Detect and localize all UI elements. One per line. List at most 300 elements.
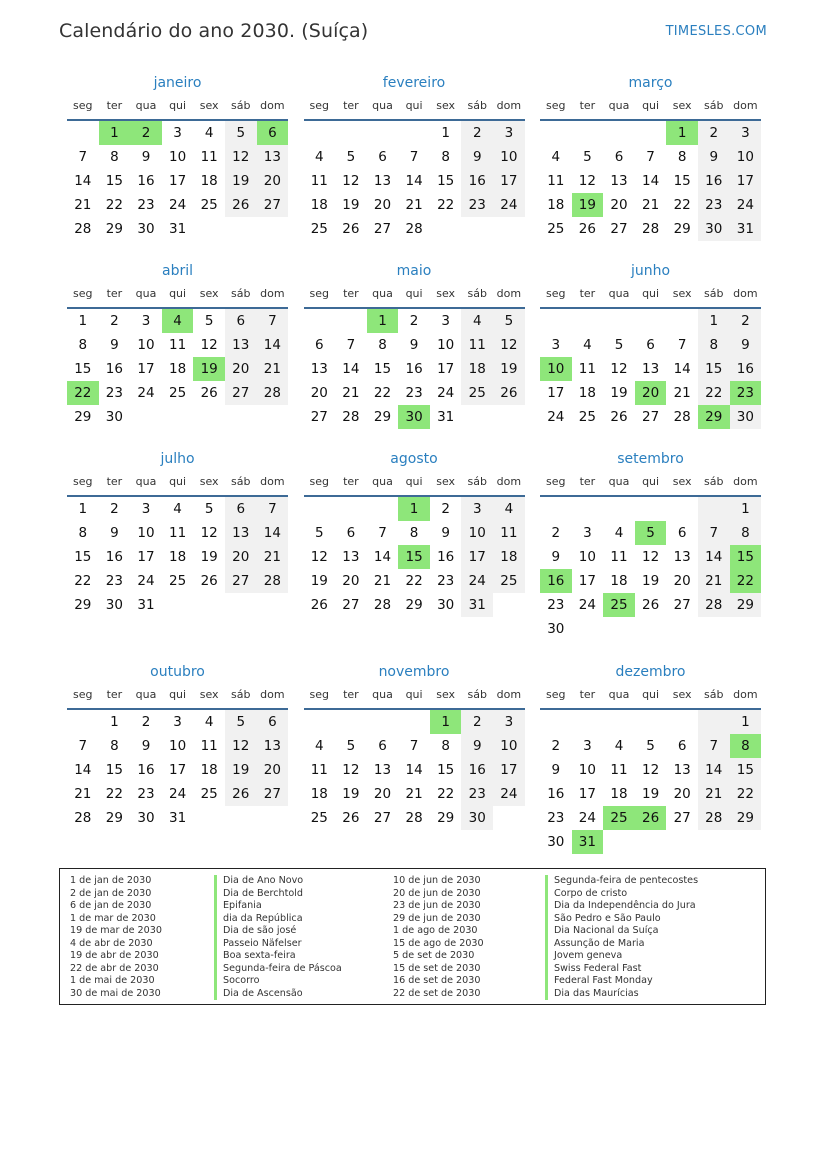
day-cell[interactable]: 18 — [310, 786, 328, 802]
day-cell[interactable]: 6 — [646, 337, 655, 353]
day-cell[interactable]: 8 — [110, 149, 119, 165]
day-cell[interactable]: 15 — [730, 545, 762, 569]
day-cell[interactable]: 23 — [461, 782, 493, 806]
day-cell[interactable]: 20 — [342, 573, 360, 589]
day-cell[interactable]: 10 — [461, 521, 493, 545]
day-cell[interactable]: 9 — [551, 762, 561, 778]
day-cell[interactable]: 30 — [437, 597, 455, 613]
day-cell[interactable]: 22 — [67, 381, 99, 405]
day-cell[interactable]: 13 — [673, 549, 691, 565]
day-cell[interactable]: 8 — [730, 734, 762, 758]
day-cell[interactable]: 1 — [430, 710, 462, 734]
day-cell[interactable]: 21 — [373, 573, 392, 589]
day-cell[interactable]: 3 — [141, 313, 151, 329]
day-cell[interactable]: 16 — [730, 357, 762, 381]
day-cell[interactable]: 20 — [225, 357, 257, 381]
day-cell[interactable]: 21 — [698, 782, 730, 806]
day-cell[interactable]: 29 — [373, 409, 392, 425]
day-cell[interactable]: 21 — [257, 545, 289, 569]
day-cell[interactable]: 11 — [547, 173, 565, 189]
day-cell[interactable]: 9 — [110, 525, 119, 541]
day-cell[interactable]: 27 — [673, 597, 691, 613]
day-cell[interactable]: 10 — [540, 357, 572, 381]
day-cell[interactable]: 26 — [225, 782, 257, 806]
day-cell[interactable]: 23 — [137, 786, 155, 802]
day-cell[interactable]: 20 — [673, 786, 691, 802]
day-cell[interactable]: 22 — [105, 197, 123, 213]
day-cell[interactable]: 30 — [547, 834, 565, 850]
day-cell[interactable]: 5 — [225, 121, 257, 145]
day-cell[interactable]: 17 — [461, 545, 493, 569]
day-cell[interactable]: 26 — [641, 597, 660, 613]
day-cell[interactable]: 17 — [493, 758, 525, 782]
day-cell[interactable]: 27 — [310, 409, 328, 425]
day-cell[interactable]: 17 — [730, 169, 762, 193]
day-cell[interactable]: 1 — [78, 313, 88, 329]
day-cell[interactable]: 4 — [493, 497, 525, 521]
day-cell[interactable]: 8 — [677, 149, 687, 165]
day-cell[interactable]: 18 — [200, 173, 218, 189]
day-cell[interactable]: 6 — [614, 149, 624, 165]
day-cell[interactable]: 8 — [441, 738, 450, 754]
day-cell[interactable]: 18 — [310, 197, 328, 213]
day-cell[interactable]: 12 — [610, 361, 628, 377]
day-cell[interactable]: 5 — [225, 710, 257, 734]
day-cell[interactable]: 2 — [130, 121, 162, 145]
day-cell[interactable]: 23 — [547, 810, 565, 826]
day-cell[interactable]: 11 — [200, 738, 218, 754]
day-cell[interactable]: 8 — [409, 525, 419, 541]
day-cell[interactable]: 7 — [409, 149, 419, 165]
day-cell[interactable]: 22 — [373, 385, 392, 401]
day-cell[interactable]: 25 — [168, 385, 187, 401]
day-cell[interactable]: 7 — [257, 309, 289, 333]
day-cell[interactable]: 13 — [373, 762, 392, 778]
day-cell[interactable]: 1 — [441, 125, 450, 141]
day-cell[interactable]: 12 — [225, 734, 257, 758]
day-cell[interactable]: 13 — [342, 549, 360, 565]
day-cell[interactable]: 5 — [346, 149, 356, 165]
day-cell[interactable]: 29 — [437, 810, 455, 826]
day-cell[interactable]: 6 — [257, 121, 289, 145]
day-cell[interactable]: 20 — [225, 545, 257, 569]
day-cell[interactable]: 11 — [578, 361, 596, 377]
day-cell[interactable]: 15 — [105, 173, 123, 189]
day-cell[interactable]: 20 — [373, 197, 392, 213]
day-cell[interactable]: 8 — [698, 333, 730, 357]
day-cell[interactable]: 13 — [373, 173, 392, 189]
day-cell[interactable]: 8 — [78, 525, 88, 541]
day-cell[interactable]: 13 — [310, 361, 328, 377]
day-cell[interactable]: 26 — [200, 385, 218, 401]
day-cell[interactable]: 19 — [641, 573, 660, 589]
day-cell[interactable]: 19 — [610, 385, 628, 401]
day-cell[interactable]: 1 — [698, 309, 730, 333]
day-cell[interactable]: 24 — [578, 810, 596, 826]
day-cell[interactable]: 14 — [698, 758, 730, 782]
day-cell[interactable]: 2 — [461, 710, 493, 734]
day-cell[interactable]: 31 — [168, 221, 187, 237]
day-cell[interactable]: 2 — [551, 738, 561, 754]
day-cell[interactable]: 29 — [730, 806, 762, 830]
day-cell[interactable]: 7 — [78, 149, 88, 165]
day-cell[interactable]: 13 — [257, 734, 289, 758]
day-cell[interactable]: 18 — [168, 549, 187, 565]
day-cell[interactable]: 22 — [698, 381, 730, 405]
day-cell[interactable]: 14 — [405, 762, 423, 778]
day-cell[interactable]: 16 — [437, 549, 455, 565]
day-cell[interactable]: 11 — [168, 525, 187, 541]
day-cell[interactable]: 10 — [168, 149, 187, 165]
day-cell[interactable]: 14 — [74, 762, 92, 778]
day-cell[interactable]: 22 — [673, 197, 691, 213]
day-cell[interactable]: 16 — [137, 762, 155, 778]
day-cell[interactable]: 26 — [225, 193, 257, 217]
day-cell[interactable]: 30 — [398, 405, 430, 429]
day-cell[interactable]: 22 — [105, 786, 123, 802]
day-cell[interactable]: 1 — [78, 501, 88, 517]
day-cell[interactable]: 26 — [493, 381, 525, 405]
day-cell[interactable]: 7 — [698, 521, 730, 545]
day-cell[interactable]: 17 — [137, 361, 155, 377]
day-cell[interactable]: 21 — [405, 786, 423, 802]
day-cell[interactable]: 23 — [461, 193, 493, 217]
day-cell[interactable]: 30 — [137, 221, 155, 237]
day-cell[interactable]: 4 — [315, 738, 324, 754]
day-cell[interactable]: 26 — [578, 221, 596, 237]
day-cell[interactable]: 24 — [493, 782, 525, 806]
day-cell[interactable]: 21 — [698, 569, 730, 593]
day-cell[interactable]: 7 — [78, 738, 88, 754]
day-cell[interactable]: 18 — [547, 197, 565, 213]
day-cell[interactable]: 14 — [641, 173, 660, 189]
day-cell[interactable]: 9 — [551, 549, 561, 565]
day-cell[interactable]: 16 — [105, 549, 123, 565]
day-cell[interactable]: 26 — [310, 597, 328, 613]
day-cell[interactable]: 30 — [547, 621, 565, 637]
day-cell[interactable]: 16 — [405, 361, 423, 377]
day-cell[interactable]: 12 — [641, 762, 660, 778]
day-cell[interactable]: 3 — [493, 710, 525, 734]
day-cell[interactable]: 15 — [105, 762, 123, 778]
day-cell[interactable]: 2 — [441, 501, 450, 517]
day-cell[interactable]: 14 — [673, 361, 691, 377]
day-cell[interactable]: 29 — [74, 597, 92, 613]
day-cell[interactable]: 10 — [493, 145, 525, 169]
day-cell[interactable]: 16 — [698, 169, 730, 193]
day-cell[interactable]: 4 — [315, 149, 324, 165]
day-cell[interactable]: 2 — [141, 714, 151, 730]
day-cell[interactable]: 30 — [105, 597, 123, 613]
day-cell[interactable]: 25 — [578, 409, 596, 425]
day-cell[interactable]: 25 — [461, 381, 493, 405]
day-cell[interactable]: 31 — [168, 810, 187, 826]
day-cell[interactable]: 24 — [168, 786, 187, 802]
day-cell[interactable]: 5 — [204, 501, 214, 517]
day-cell[interactable]: 18 — [610, 573, 628, 589]
day-cell[interactable]: 23 — [437, 573, 455, 589]
day-cell[interactable]: 28 — [74, 221, 92, 237]
day-cell[interactable]: 16 — [540, 569, 572, 593]
day-cell[interactable]: 8 — [110, 738, 119, 754]
day-cell[interactable]: 12 — [200, 525, 218, 541]
day-cell[interactable]: 4 — [204, 714, 214, 730]
day-cell[interactable]: 20 — [310, 385, 328, 401]
day-cell[interactable]: 21 — [257, 357, 289, 381]
day-cell[interactable]: 18 — [461, 357, 493, 381]
day-cell[interactable]: 11 — [610, 762, 628, 778]
day-cell[interactable]: 7 — [257, 497, 289, 521]
day-cell[interactable]: 1 — [730, 497, 762, 521]
day-cell[interactable]: 25 — [547, 221, 565, 237]
day-cell[interactable]: 1 — [367, 309, 399, 333]
day-cell[interactable]: 22 — [405, 573, 423, 589]
day-cell[interactable]: 17 — [437, 361, 455, 377]
day-cell[interactable]: 10 — [137, 337, 155, 353]
day-cell[interactable]: 28 — [698, 593, 730, 617]
day-cell[interactable]: 7 — [409, 738, 419, 754]
day-cell[interactable]: 25 — [168, 573, 187, 589]
day-cell[interactable]: 28 — [257, 569, 289, 593]
day-cell[interactable]: 14 — [257, 333, 289, 357]
day-cell[interactable]: 13 — [641, 361, 660, 377]
day-cell[interactable]: 31 — [730, 217, 762, 241]
day-cell[interactable]: 24 — [578, 597, 596, 613]
day-cell[interactable]: 4 — [583, 337, 592, 353]
day-cell[interactable]: 12 — [225, 145, 257, 169]
day-cell[interactable]: 23 — [405, 385, 423, 401]
day-cell[interactable]: 1 — [110, 714, 119, 730]
day-cell[interactable]: 22 — [437, 197, 455, 213]
day-cell[interactable]: 27 — [225, 569, 257, 593]
day-cell[interactable]: 30 — [461, 806, 493, 830]
day-cell[interactable]: 9 — [461, 145, 493, 169]
day-cell[interactable]: 3 — [441, 313, 450, 329]
day-cell[interactable]: 24 — [461, 569, 493, 593]
day-cell[interactable]: 29 — [698, 405, 730, 429]
day-cell[interactable]: 25 — [493, 569, 525, 593]
day-cell[interactable]: 4 — [204, 125, 214, 141]
day-cell[interactable]: 28 — [74, 810, 92, 826]
day-cell[interactable]: 3 — [173, 714, 182, 730]
day-cell[interactable]: 17 — [168, 173, 187, 189]
day-cell[interactable]: 16 — [547, 786, 565, 802]
day-cell[interactable]: 19 — [572, 193, 604, 217]
day-cell[interactable]: 30 — [105, 409, 123, 425]
day-cell[interactable]: 30 — [730, 405, 762, 429]
day-cell[interactable]: 17 — [547, 385, 565, 401]
day-cell[interactable]: 2 — [409, 313, 419, 329]
day-cell[interactable]: 16 — [137, 173, 155, 189]
day-cell[interactable]: 3 — [551, 337, 561, 353]
day-cell[interactable]: 23 — [547, 597, 565, 613]
day-cell[interactable]: 25 — [603, 806, 635, 830]
day-cell[interactable]: 19 — [641, 786, 660, 802]
day-cell[interactable]: 16 — [105, 361, 123, 377]
day-cell[interactable]: 9 — [730, 333, 762, 357]
day-cell[interactable]: 4 — [614, 525, 624, 541]
day-cell[interactable]: 7 — [698, 734, 730, 758]
day-cell[interactable]: 15 — [437, 173, 455, 189]
day-cell[interactable]: 5 — [635, 521, 667, 545]
day-cell[interactable]: 31 — [461, 593, 493, 617]
day-cell[interactable]: 28 — [673, 409, 691, 425]
day-cell[interactable]: 15 — [437, 762, 455, 778]
day-cell[interactable]: 3 — [173, 125, 182, 141]
day-cell[interactable]: 30 — [137, 810, 155, 826]
day-cell[interactable]: 24 — [547, 409, 565, 425]
day-cell[interactable]: 12 — [310, 549, 328, 565]
day-cell[interactable]: 17 — [578, 573, 596, 589]
day-cell[interactable]: 15 — [74, 549, 92, 565]
day-cell[interactable]: 11 — [461, 333, 493, 357]
day-cell[interactable]: 18 — [578, 385, 596, 401]
day-cell[interactable]: 5 — [583, 149, 592, 165]
day-cell[interactable]: 10 — [578, 762, 596, 778]
day-cell[interactable]: 9 — [141, 738, 151, 754]
day-cell[interactable]: 26 — [200, 573, 218, 589]
day-cell[interactable]: 27 — [225, 381, 257, 405]
day-cell[interactable]: 26 — [342, 221, 360, 237]
day-cell[interactable]: 19 — [193, 357, 225, 381]
day-cell[interactable]: 14 — [257, 521, 289, 545]
day-cell[interactable]: 28 — [698, 806, 730, 830]
day-cell[interactable]: 17 — [168, 762, 187, 778]
day-cell[interactable]: 5 — [204, 313, 214, 329]
day-cell[interactable]: 28 — [405, 221, 423, 237]
day-cell[interactable]: 7 — [346, 337, 356, 353]
day-cell[interactable]: 27 — [257, 782, 289, 806]
day-cell[interactable]: 31 — [137, 597, 155, 613]
day-cell[interactable]: 2 — [461, 121, 493, 145]
day-cell[interactable]: 12 — [641, 549, 660, 565]
day-cell[interactable]: 7 — [646, 149, 655, 165]
day-cell[interactable]: 1 — [99, 121, 131, 145]
day-cell[interactable]: 12 — [200, 337, 218, 353]
day-cell[interactable]: 28 — [373, 597, 392, 613]
day-cell[interactable]: 13 — [225, 333, 257, 357]
day-cell[interactable]: 24 — [137, 573, 155, 589]
day-cell[interactable]: 5 — [315, 525, 324, 541]
day-cell[interactable]: 28 — [257, 381, 289, 405]
day-cell[interactable]: 9 — [698, 145, 730, 169]
day-cell[interactable]: 15 — [74, 361, 92, 377]
day-cell[interactable]: 6 — [378, 738, 387, 754]
day-cell[interactable]: 10 — [578, 549, 596, 565]
day-cell[interactable]: 19 — [225, 169, 257, 193]
day-cell[interactable]: 24 — [137, 385, 155, 401]
day-cell[interactable]: 4 — [551, 149, 561, 165]
day-cell[interactable]: 4 — [173, 501, 182, 517]
day-cell[interactable]: 15 — [673, 173, 691, 189]
day-cell[interactable]: 8 — [730, 521, 762, 545]
day-cell[interactable]: 25 — [310, 810, 328, 826]
day-cell[interactable]: 29 — [730, 593, 762, 617]
day-cell[interactable]: 8 — [78, 337, 88, 353]
day-cell[interactable]: 22 — [730, 569, 762, 593]
day-cell[interactable]: 21 — [641, 197, 660, 213]
day-cell[interactable]: 14 — [698, 545, 730, 569]
day-cell[interactable]: 9 — [441, 525, 450, 541]
day-cell[interactable]: 6 — [225, 309, 257, 333]
day-cell[interactable]: 1 — [666, 121, 698, 145]
day-cell[interactable]: 28 — [342, 409, 360, 425]
day-cell[interactable]: 20 — [610, 197, 628, 213]
day-cell[interactable]: 9 — [461, 734, 493, 758]
day-cell[interactable]: 5 — [614, 337, 624, 353]
day-cell[interactable]: 31 — [572, 830, 604, 854]
day-cell[interactable]: 17 — [137, 549, 155, 565]
day-cell[interactable]: 21 — [74, 786, 92, 802]
day-cell[interactable]: 11 — [493, 521, 525, 545]
day-cell[interactable]: 18 — [610, 786, 628, 802]
day-cell[interactable]: 15 — [398, 545, 430, 569]
day-cell[interactable]: 17 — [578, 786, 596, 802]
day-cell[interactable]: 8 — [378, 337, 387, 353]
day-cell[interactable]: 27 — [673, 810, 691, 826]
day-cell[interactable]: 29 — [105, 810, 123, 826]
day-cell[interactable]: 10 — [168, 738, 187, 754]
day-cell[interactable]: 22 — [437, 786, 455, 802]
day-cell[interactable]: 16 — [461, 758, 493, 782]
day-cell[interactable]: 3 — [493, 121, 525, 145]
day-cell[interactable]: 19 — [200, 549, 218, 565]
day-cell[interactable]: 22 — [74, 573, 92, 589]
day-cell[interactable]: 2 — [551, 525, 561, 541]
day-cell[interactable]: 19 — [342, 786, 360, 802]
day-cell[interactable]: 4 — [162, 309, 194, 333]
day-cell[interactable]: 7 — [378, 525, 387, 541]
day-cell[interactable]: 15 — [373, 361, 392, 377]
day-cell[interactable]: 21 — [405, 197, 423, 213]
day-cell[interactable]: 25 — [200, 786, 218, 802]
day-cell[interactable]: 29 — [673, 221, 691, 237]
day-cell[interactable]: 25 — [200, 197, 218, 213]
day-cell[interactable]: 3 — [141, 501, 151, 517]
day-cell[interactable]: 12 — [493, 333, 525, 357]
day-cell[interactable]: 20 — [257, 169, 289, 193]
day-cell[interactable]: 24 — [730, 193, 762, 217]
day-cell[interactable]: 15 — [730, 758, 762, 782]
day-cell[interactable]: 11 — [610, 549, 628, 565]
day-cell[interactable]: 5 — [346, 738, 356, 754]
day-cell[interactable]: 1 — [398, 497, 430, 521]
day-cell[interactable]: 3 — [583, 525, 592, 541]
day-cell[interactable]: 14 — [74, 173, 92, 189]
day-cell[interactable]: 13 — [225, 521, 257, 545]
day-cell[interactable]: 23 — [137, 197, 155, 213]
day-cell[interactable]: 16 — [461, 169, 493, 193]
day-cell[interactable]: 23 — [105, 573, 123, 589]
day-cell[interactable]: 6 — [315, 337, 324, 353]
day-cell[interactable]: 31 — [437, 409, 455, 425]
day-cell[interactable]: 2 — [110, 313, 119, 329]
day-cell[interactable]: 6 — [677, 738, 687, 754]
day-cell[interactable]: 6 — [346, 525, 356, 541]
day-cell[interactable]: 18 — [168, 361, 187, 377]
day-cell[interactable]: 2 — [110, 501, 119, 517]
day-cell[interactable]: 29 — [405, 597, 423, 613]
day-cell[interactable]: 7 — [677, 337, 687, 353]
day-cell[interactable]: 6 — [378, 149, 387, 165]
day-cell[interactable]: 23 — [698, 193, 730, 217]
day-cell[interactable]: 15 — [698, 357, 730, 381]
day-cell[interactable]: 3 — [583, 738, 592, 754]
day-cell[interactable]: 27 — [641, 409, 660, 425]
day-cell[interactable]: 12 — [342, 173, 360, 189]
day-cell[interactable]: 6 — [257, 710, 289, 734]
day-cell[interactable]: 25 — [310, 221, 328, 237]
